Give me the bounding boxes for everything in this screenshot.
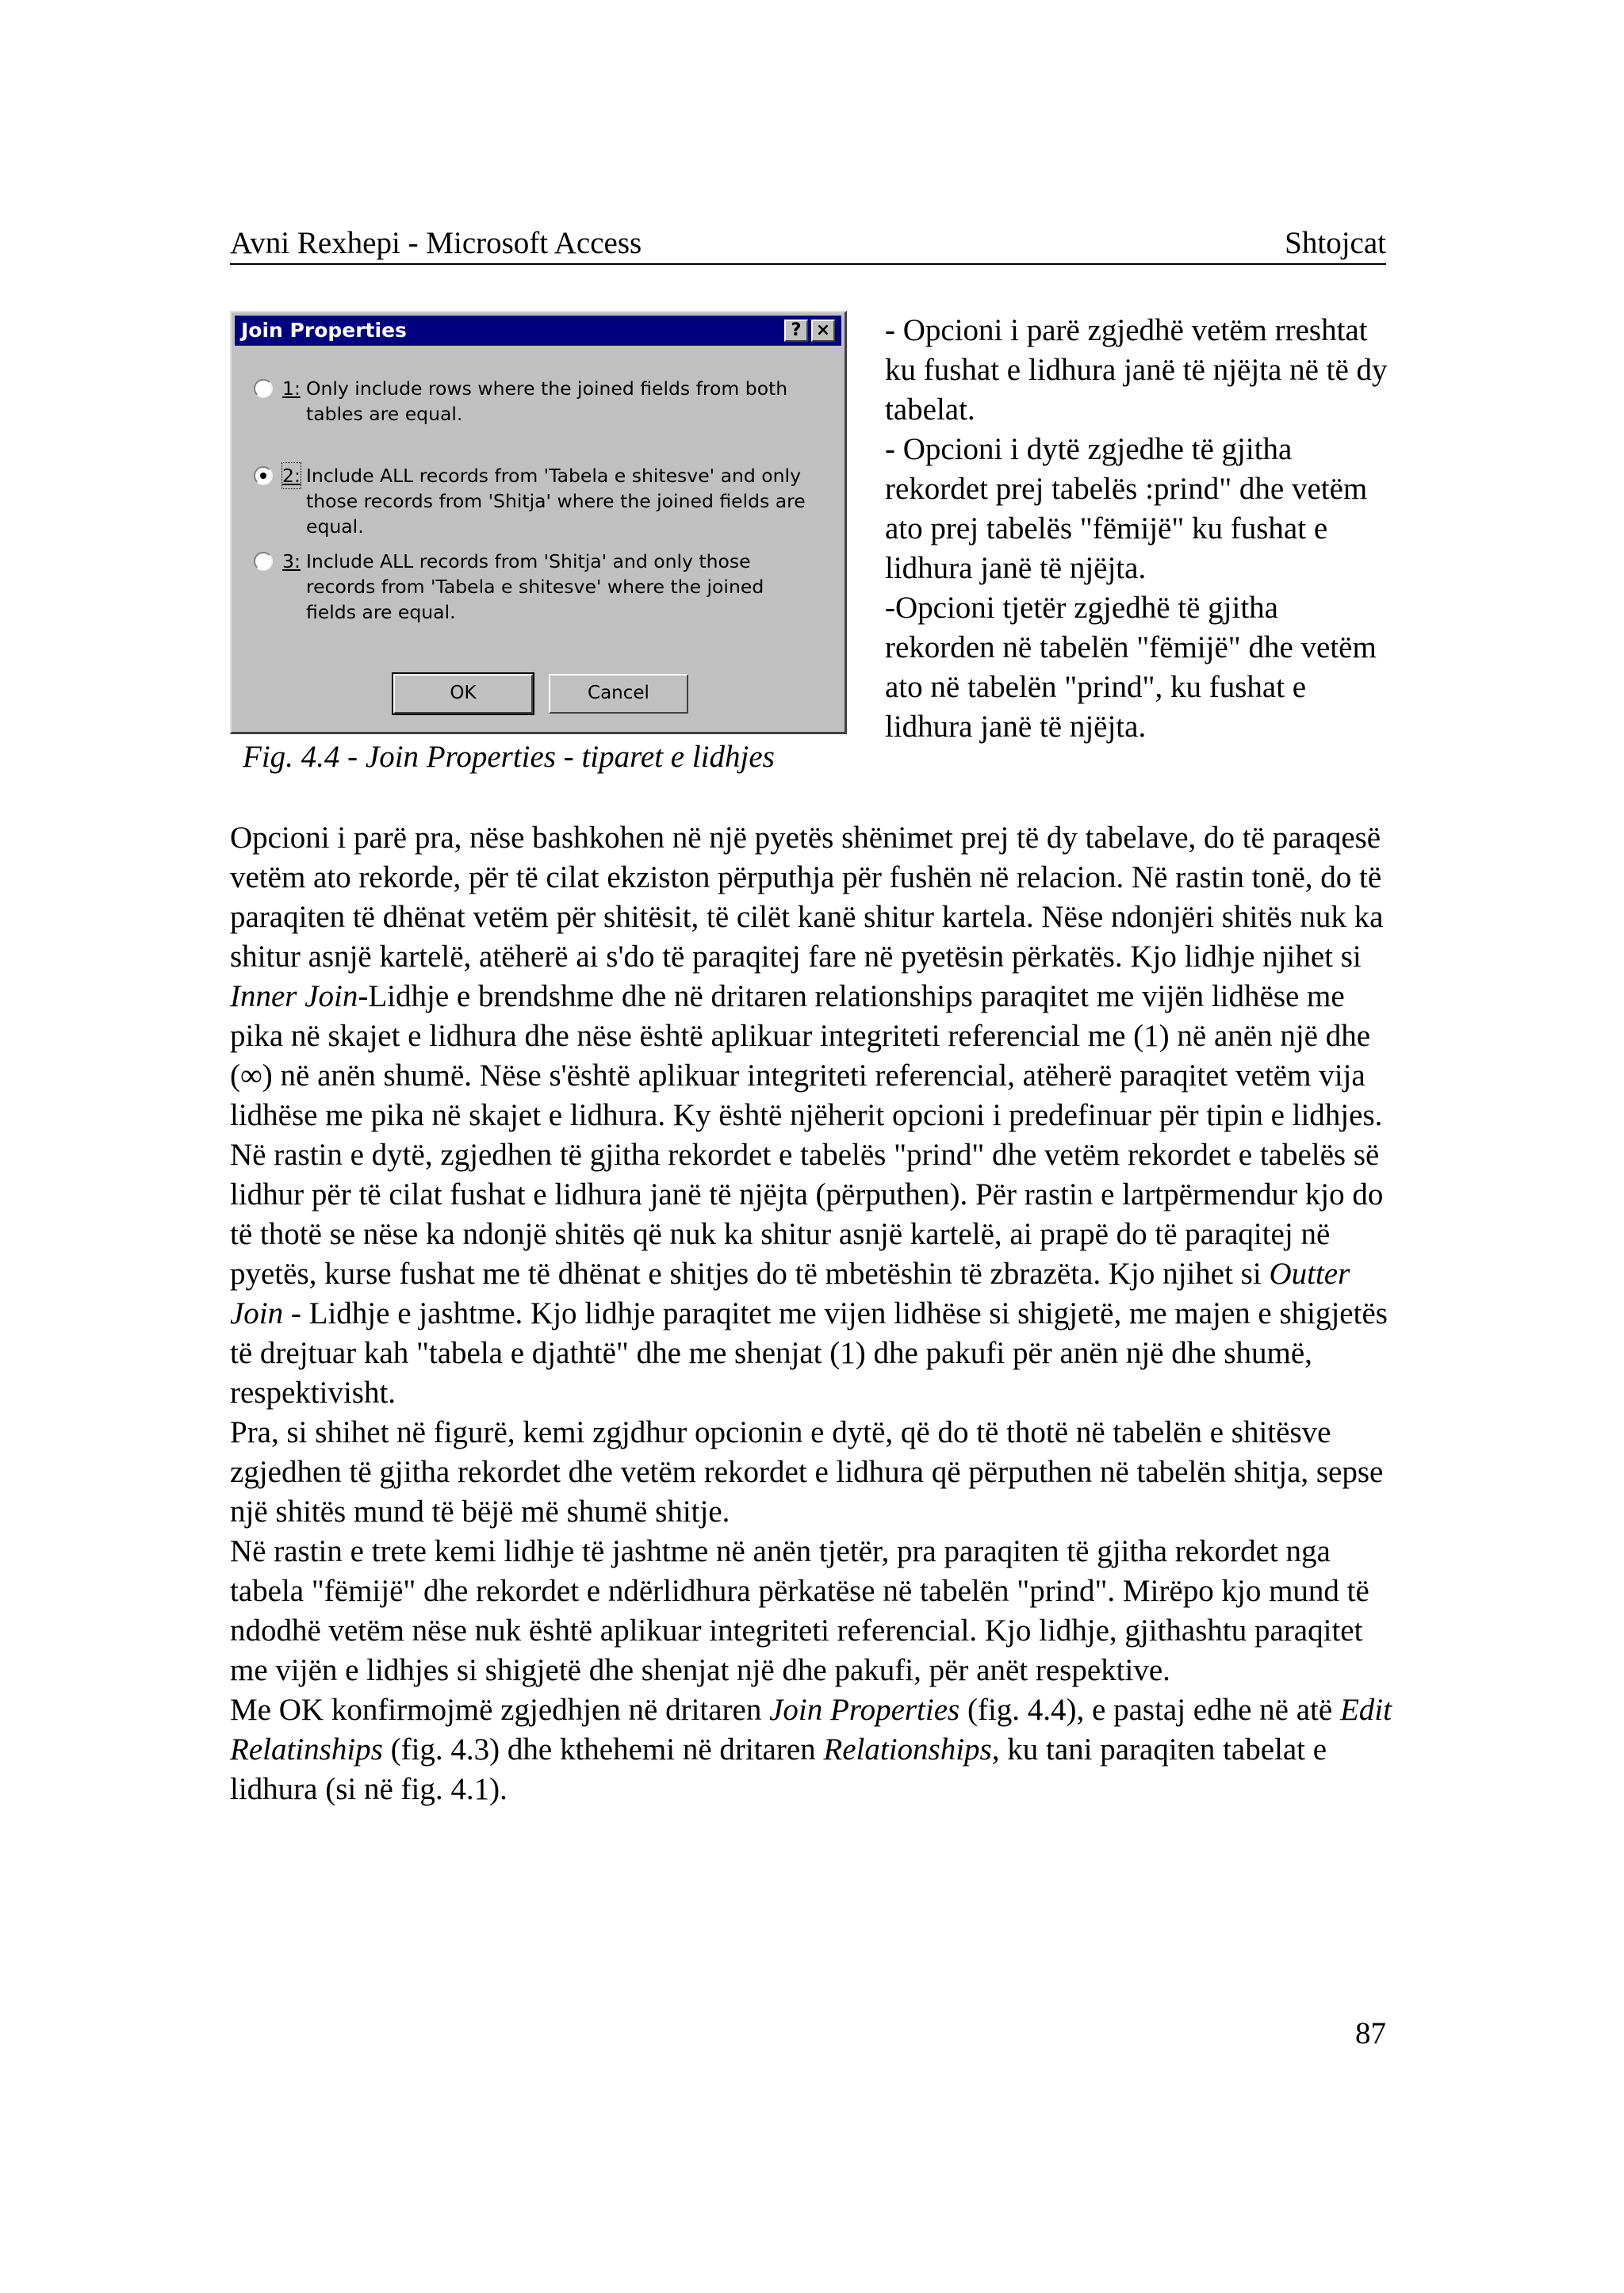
- radio-option-2[interactable]: [254, 466, 273, 485]
- paragraph-4: Në rastin e trete kemi lidhje të jashtme në anën tjetër, pra paraqiten të gjitha rekordet nga tabela "fëmijë" dhe rekordet e ndërlidhura përkatëse në tabelën "prind". Mirëpo kjo mund të ndodhë vetëm nëse nuk është aplikuar integriteti referencial. Kjo lidhje, gjithashtu paraqitet me vijën e lidhjes si shigjetë dhe shenjat një dhe pakufi, për anët respektive.: [230, 1534, 1369, 1687]
- side-note-3: -Opcioni tjetër zgjedhë të gjitha rekorden në tabelën "fëmijë" dhe vetëm ato në tabelën "prind", ku fushat e lidhura janë të njëjta.: [885, 591, 1377, 744]
- option-1-label: Only include rows where the joined fields from both tables are equal.: [306, 377, 788, 425]
- term-outter-join: Outter Join: [230, 1257, 1350, 1330]
- term-relationships: Relationships: [823, 1732, 992, 1767]
- cancel-button[interactable]: Cancel: [549, 674, 688, 714]
- option-1-number: 1:: [282, 377, 301, 400]
- header-author-title: Avni Rexhepi - Microsoft Access: [230, 226, 642, 260]
- body-text: [230, 818, 1396, 1809]
- text-run: Opcioni i parë pra, nëse bashkohen në një pyetës shënimet prej të dy tabelave, do të paraqesë vetëm ato rekorde, për të cilat ekziston përputhja për fushën në relacion. Në rastin tonë, do të paraqiten të dhënat vetëm për shitësit, të cilët kanë shitur kartela. Nëse ndonjëri shitës nuk ka shitur asnjë kartelë, atëherë ai s'do të paraqitej fare në pyetësin përkatës. Kjo lidhje njihet si: [230, 821, 1384, 974]
- radio-option-3[interactable]: [254, 552, 273, 571]
- option-2-number: 2:: [282, 465, 301, 487]
- ok-button[interactable]: OK: [393, 674, 533, 714]
- radio-option-1[interactable]: [254, 379, 273, 398]
- option-2-label: Include ALL records from 'Tabela e shitesve' and only those records from 'Shitja' where the joined fields are equal.: [306, 465, 806, 538]
- text-run: (fig. 4.3) dhe kthehemi në dritaren: [382, 1732, 824, 1767]
- option-3-label: Include ALL records from 'Shitja' and only those records from 'Tabela e shitesve' where the joined fields are equal.: [306, 550, 764, 623]
- dialog-titlebar: [235, 316, 841, 346]
- term-edit-relationships: Edit Relatinships: [230, 1693, 1392, 1767]
- page-number: 87: [1355, 2016, 1386, 2050]
- join-properties-dialog: [230, 311, 847, 734]
- side-note-2: - Opcioni i dytë zgjedhe të gjitha rekordet prej tabelës :prind" dhe vetëm ato prej tabelës "fëmijë" ku fushat e lidhura janë të njëjta.: [885, 432, 1368, 585]
- text-run: - Lidhje e jashtme. Kjo lidhje paraqitet me vijen lidhëse si shigjetë, me majen e shigjetës të drejtuar kah "tabela e djathtë" dhe me shenjat (1) dhe pakufi për anën një dhe shumë, respektivisht.: [230, 1296, 1388, 1410]
- text-run: , ku tani paraqiten tabelat e lidhura (si në fig. 4.1).: [230, 1732, 1327, 1806]
- figure-caption: Fig. 4.4 - Join Properties - tiparet e lidhjes: [243, 740, 775, 774]
- dialog-title: Join Properties: [241, 319, 407, 342]
- text-run: Në rastin e dytë, zgjedhen të gjitha rekordet e tabelës "prind" dhe vetëm rekordet e tabelës së lidhur për të cilat fushat e lidhura janë të njëjta (përputhen). Për rastin e lartpërmendur kjo do të thotë se nëse ka ndonjë shitës që nuk ka shitur asnjë kartelë, ai prapë do të paraqitej në pyetës, kurse fushat me të dhënat e shitjes do të mbetëshin të zbrazëta. Kjo njihet si: [230, 1138, 1384, 1291]
- paragraph-5: [230, 1690, 1396, 1809]
- page-header: [230, 219, 1386, 265]
- side-note-1: - Opcioni i parë zgjedhë vetëm rreshtat ku fushat e lidhura janë të njëjta në të dy tabelat.: [885, 313, 1388, 427]
- text-run: (fig. 4.4), e pastaj edhe në atë: [959, 1693, 1340, 1727]
- help-button[interactable]: ?: [784, 320, 808, 342]
- header-section: Shtojcat: [1285, 226, 1386, 260]
- paragraph-3: Pra, si shihet në figurë, kemi zgjdhur opcionin e dytë, që do të thotë në tabelën e shitësve zgjedhen të gjitha rekordet dhe vetëm rekordet e lidhura që përputhen në tabelën shitja, sepse një shitës mund të bëjë më shumë shitje.: [230, 1415, 1384, 1529]
- paragraph-2: [230, 1135, 1396, 1413]
- close-button[interactable]: ×: [811, 320, 835, 342]
- term-inner-join: Inner Join: [230, 979, 358, 1013]
- side-notes: [885, 311, 1392, 747]
- text-run: -Lidhje e brendshme dhe në dritaren relationships paraqitet me vijën lidhëse me pika në skajet e lidhura dhe nëse është aplikuar integriteti referencial me (1) në anën një dhe (∞) në anën shumë. Nëse s'është aplikuar integriteti referencial, atëherë paraqitet vetëm vija lidhëse me pika në skajet e lidhura. Ky është njëherit opcioni i predefinuar për tipin e lidhjes.: [230, 979, 1383, 1132]
- term-join-properties: Join Properties: [769, 1693, 960, 1727]
- option-3-number: 3:: [282, 550, 301, 572]
- paragraph-1: [230, 818, 1396, 1135]
- text-run: Me OK konfirmojmë zgjedhjen në dritaren: [230, 1693, 770, 1727]
